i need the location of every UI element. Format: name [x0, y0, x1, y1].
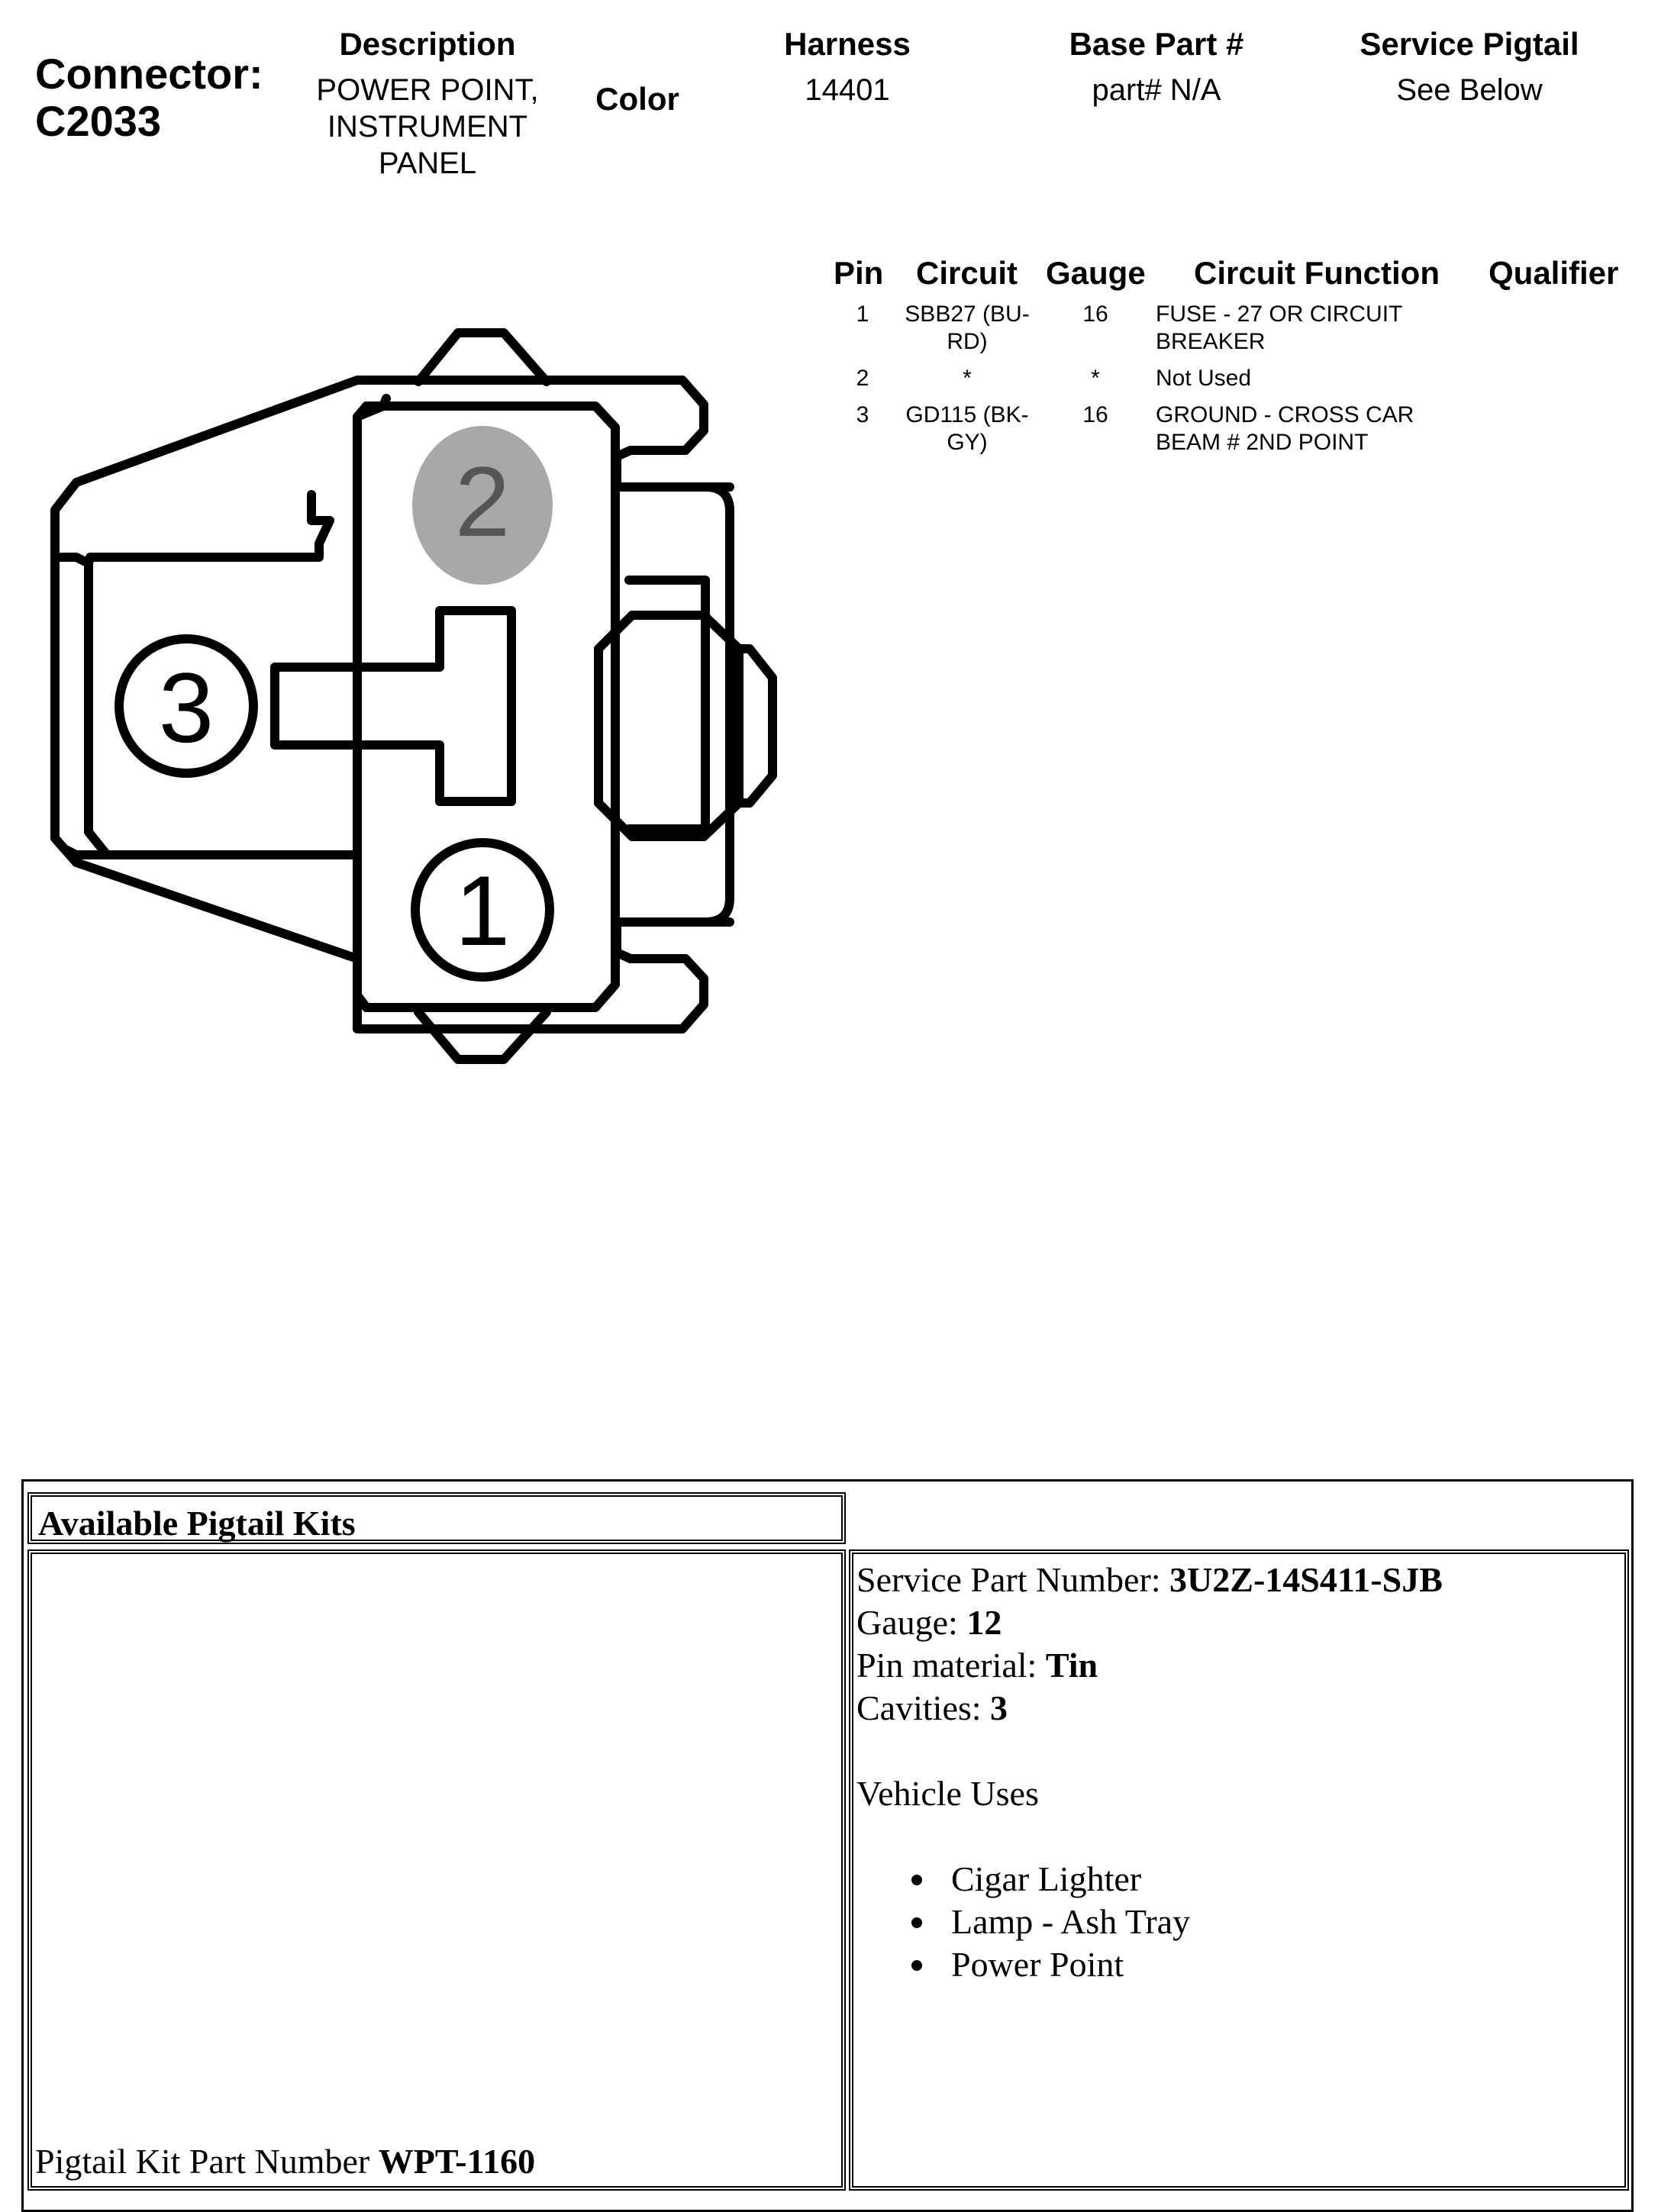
vehicle-uses-label: Vehicle Uses — [856, 1774, 1039, 1813]
harness-label: Harness — [784, 26, 911, 62]
bullet-icon — [911, 1960, 922, 1971]
description-label: Description — [339, 26, 516, 62]
circuit-code-line: RD) — [947, 329, 988, 354]
gauge-value: 16 — [1082, 402, 1108, 427]
pigtail-kit-part-number — [35, 2140, 535, 2183]
bullet-icon — [911, 1917, 922, 1928]
pigtail-gauge — [856, 1601, 1443, 1644]
gauge-value: * — [1091, 366, 1100, 391]
vehicle-use-text: Power Point — [951, 1945, 1124, 1984]
circuit-function-column-header: Circuit Function — [1194, 255, 1440, 291]
bottom-latch — [418, 1012, 547, 1059]
pin-3-label: 3 — [158, 652, 215, 763]
pin-number: 2 — [856, 366, 869, 391]
vehicle-uses-list — [951, 1858, 1443, 1986]
circuit-code — [885, 401, 1049, 456]
connector-id: C2033 — [35, 97, 162, 145]
connector-inner-left-edge — [55, 557, 89, 563]
pin-number: 3 — [856, 402, 869, 427]
base-part-value: part# N/A — [1092, 73, 1221, 107]
circuit-column-header: Circuit — [916, 255, 1018, 291]
pin-material — [856, 1644, 1443, 1687]
service-part-label: Service Part Number: — [856, 1560, 1170, 1599]
pigtail-kits-header — [27, 1492, 846, 1544]
circuit-code-line: SBB27 (BU- — [905, 301, 1030, 327]
gauge-value: 16 — [1082, 301, 1108, 327]
circuit-code-line: GY) — [947, 430, 988, 455]
pigtail-kits-title: Available Pigtail Kits — [38, 1504, 356, 1543]
circuit-function-line: BEAM # 2ND POINT — [1156, 430, 1369, 455]
pigtail-gauge-label: Gauge: — [856, 1603, 967, 1642]
circuit-code — [885, 301, 1049, 356]
circuit-code-line: GD115 (BK- — [905, 402, 1029, 427]
circuit-function — [1156, 401, 1414, 456]
circuit-function-line: GROUND - CROSS CAR — [1156, 402, 1414, 427]
list-item — [951, 1858, 1443, 1901]
list-item — [951, 1943, 1443, 1986]
circuit-function-line: FUSE - 27 OR CIRCUIT — [1156, 301, 1403, 327]
service-pigtail-label: Service Pigtail — [1360, 26, 1579, 62]
base-part-label: Base Part # — [1069, 26, 1244, 62]
vehicle-use-text: Cigar Lighter — [951, 1859, 1142, 1898]
color-label: Color — [595, 81, 679, 117]
circuit-function: Not Used — [1156, 366, 1252, 391]
pin-material-value: Tin — [1045, 1646, 1098, 1685]
connector-title — [35, 50, 263, 145]
connector-label: Connector: — [35, 50, 263, 98]
cavities — [856, 1687, 1443, 1730]
center-key — [275, 611, 511, 801]
pin-number: 1 — [856, 301, 869, 327]
harness-value: 14401 — [805, 73, 890, 107]
pigtail-kit-panel — [27, 1549, 846, 2191]
circuit-function — [1156, 301, 1402, 356]
bullet-icon — [911, 1875, 922, 1885]
pigtail-details-panel — [849, 1549, 1629, 2191]
pigtail-kit-label: Pigtail Kit Part Number — [35, 2142, 379, 2181]
service-pigtail-value: See Below — [1396, 73, 1543, 107]
list-item — [951, 1901, 1443, 1943]
pigtail-details — [856, 1559, 1443, 1986]
top-latch — [418, 333, 547, 382]
description-line: POWER POINT, — [316, 73, 539, 107]
service-part-value: 3U2Z-14S411-SJB — [1169, 1560, 1443, 1599]
connector-diagram — [46, 321, 802, 1099]
circuit-code: * — [963, 366, 972, 391]
description-value — [290, 72, 565, 182]
qualifier-column-header: Qualifier — [1489, 255, 1619, 291]
pin-1-label: 1 — [454, 855, 511, 966]
gauge-column-header: Gauge — [1046, 255, 1146, 291]
cavities-label: Cavities: — [856, 1688, 991, 1727]
cavities-value: 3 — [990, 1688, 1008, 1727]
pin-2-label: 2 — [454, 446, 511, 557]
description-line: PANEL — [378, 147, 477, 180]
vehicle-use-text: Lamp - Ash Tray — [951, 1902, 1191, 1941]
pin-material-label: Pin material: — [856, 1646, 1046, 1685]
service-part-number — [856, 1559, 1443, 1601]
pin-column-header: Pin — [834, 255, 884, 291]
pigtail-kit-value: WPT-1160 — [378, 2142, 536, 2181]
description-line: INSTRUMENT — [327, 110, 528, 143]
pigtail-gauge-value: 12 — [966, 1603, 1002, 1642]
circuit-function-line: BREAKER — [1156, 329, 1266, 354]
